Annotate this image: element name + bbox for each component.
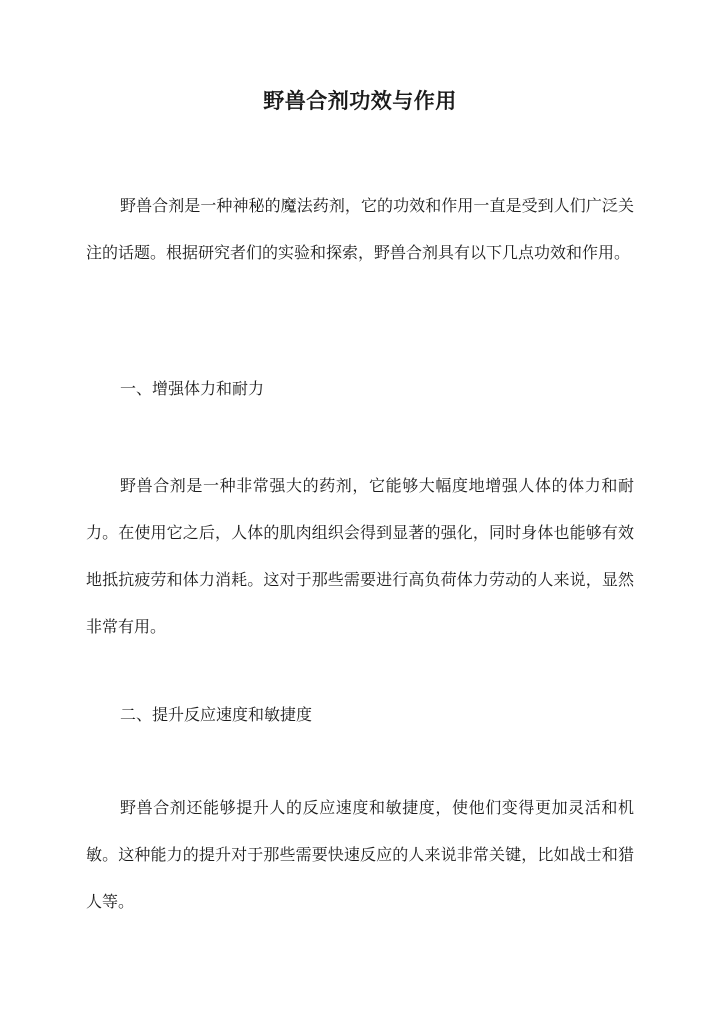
section-heading-2: 二、提升反应速度和敏捷度 xyxy=(120,705,313,724)
section-heading-1: 一、增强体力和耐力 xyxy=(120,379,265,398)
section-body-2: 野兽合剂还能够提升人的反应速度和敏捷度，使他们变得更加灵活和机敏。这种能力的提升对于那些需要快速反应的人来说非常关键，比如战士和猎人等。 xyxy=(86,798,634,911)
intro-paragraph: 野兽合剂是一种神秘的魔法药剂，它的功效和作用一直是受到人们广泛关注的话题。根据研究者们的实验和探索，野兽合剂具有以下几点功效和作用。 xyxy=(86,196,634,262)
document-title: 野兽合剂功效与作用 xyxy=(263,88,457,113)
section-body-1: 野兽合剂是一种非常强大的药剂，它能够大幅度地增强人体的体力和耐力。在使用它之后，人体的肌肉组织会得到显著的强化，同时身体也能够有效地抵抗疲劳和体力消耗。这对于那些需要进行高负荷体力劳动的人来说，显然非常有用。 xyxy=(86,476,634,636)
